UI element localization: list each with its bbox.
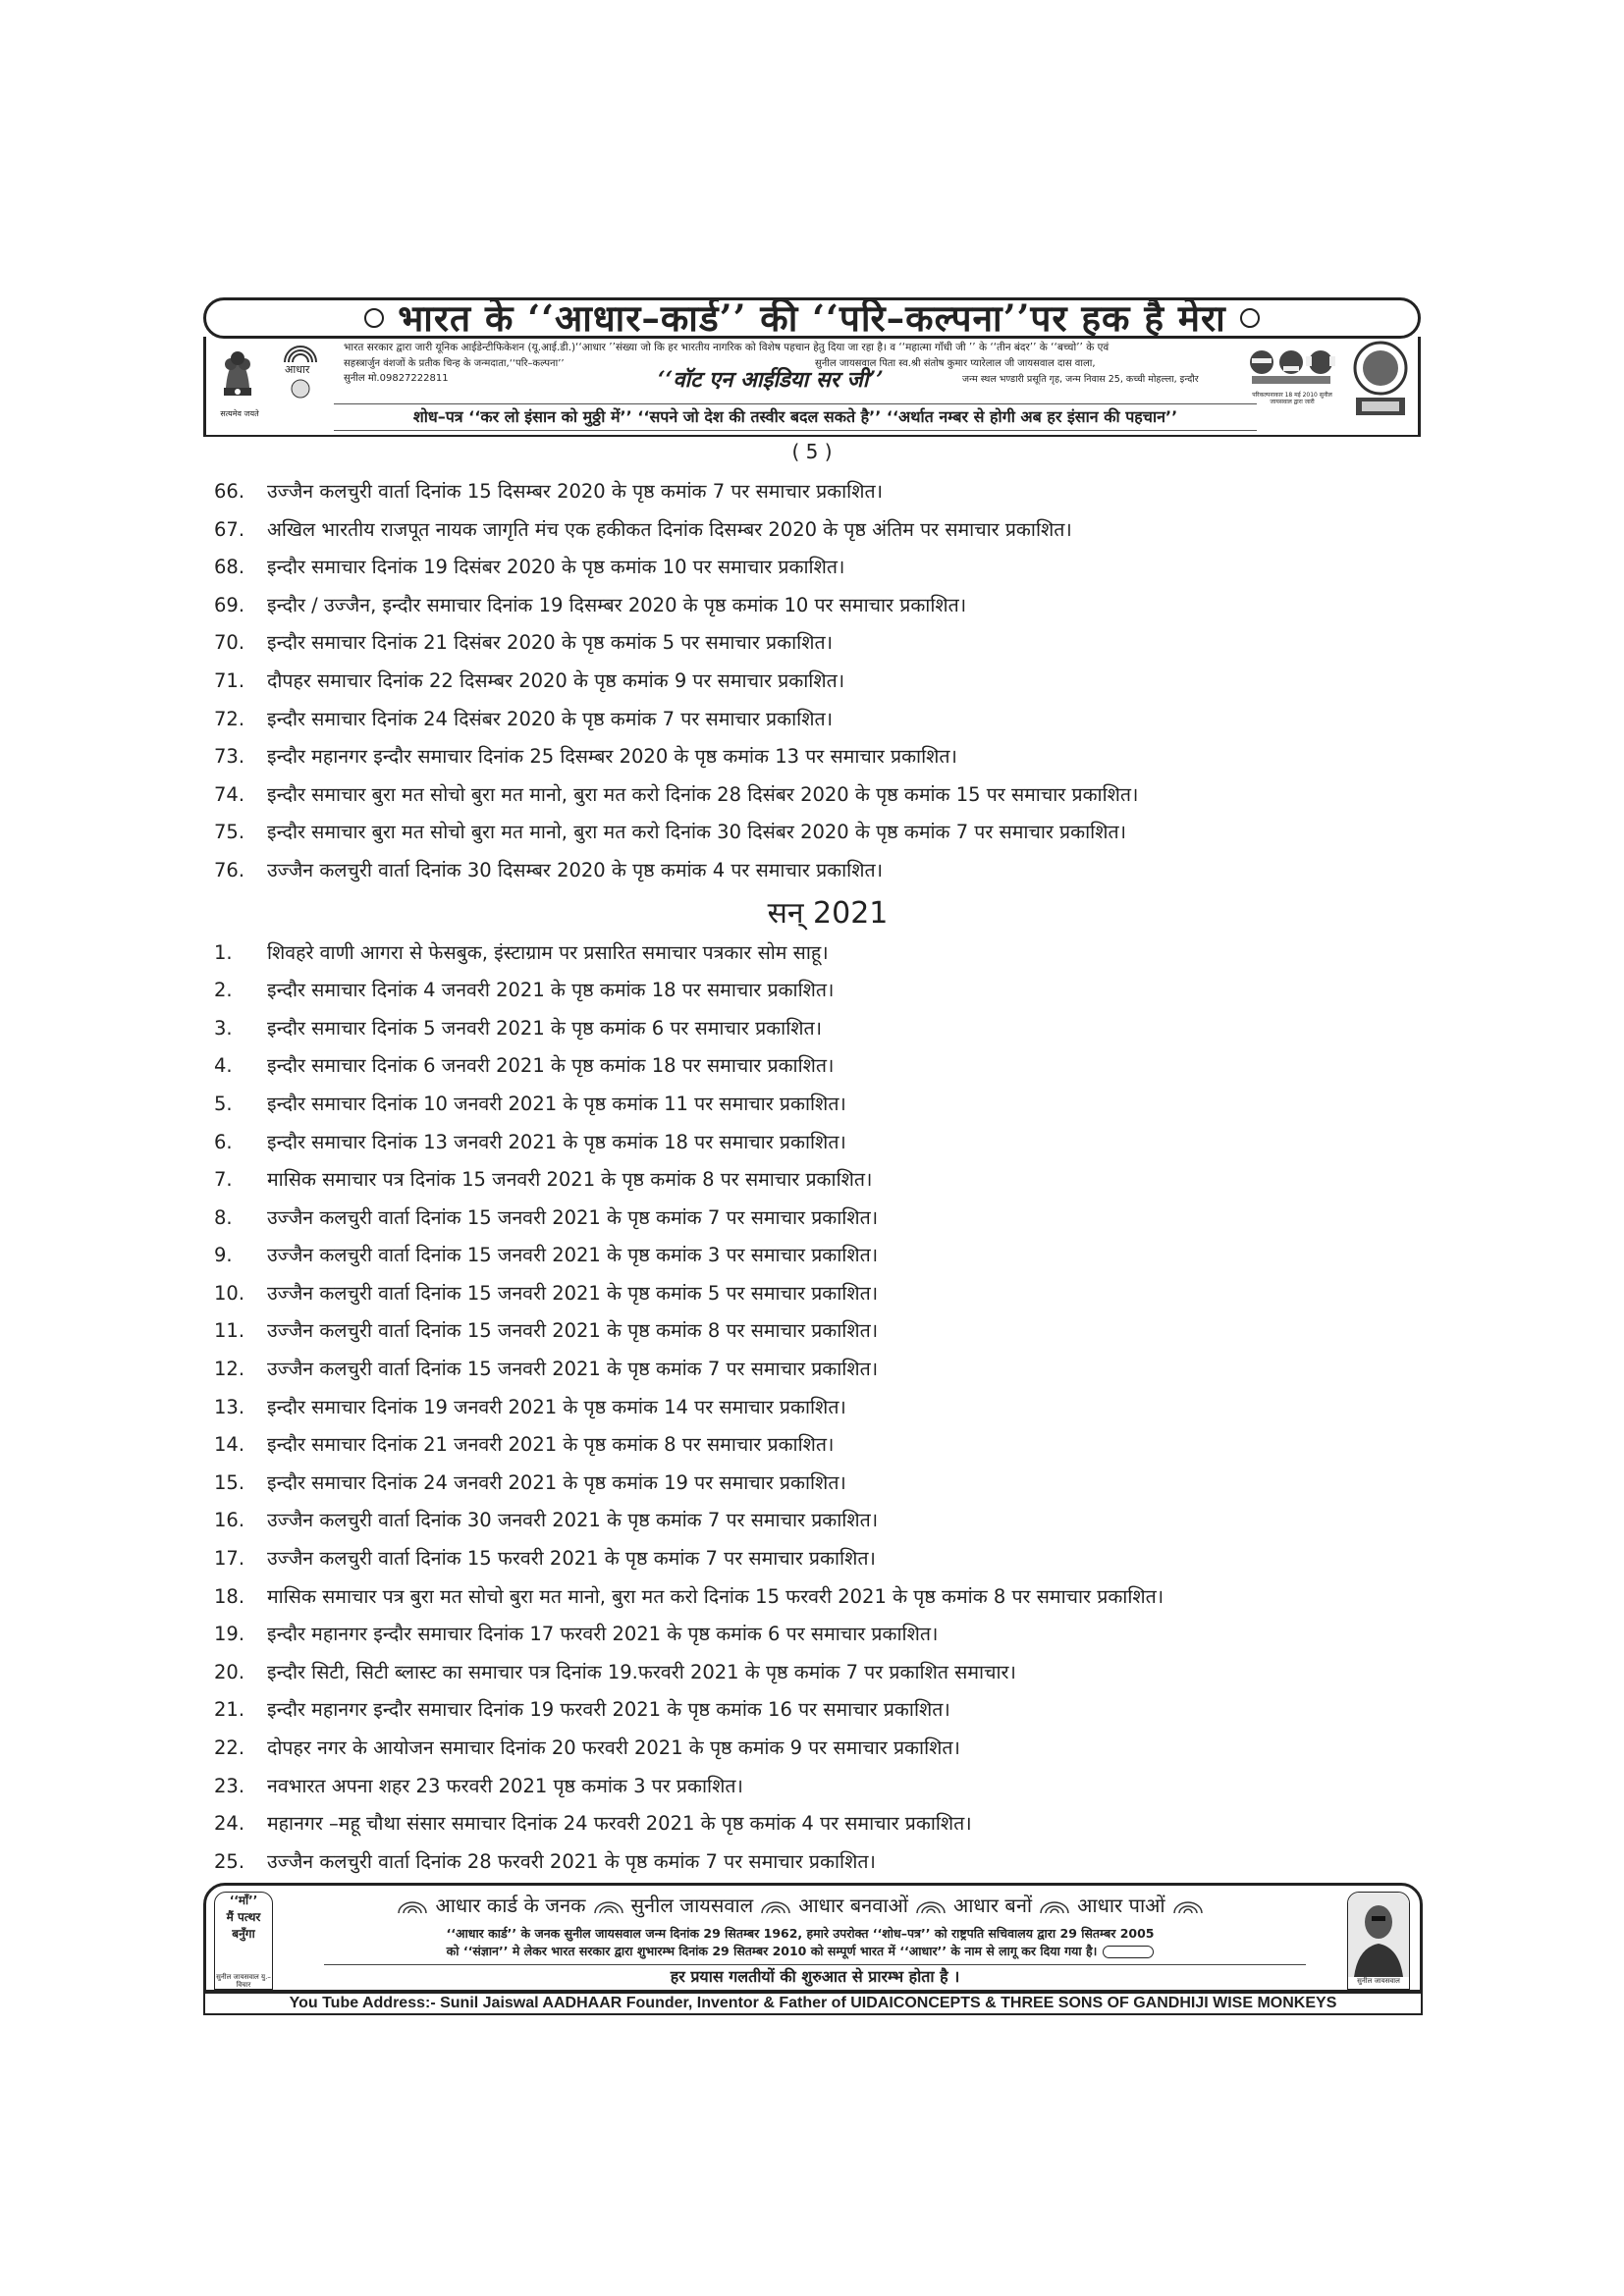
footer-headline-part: आधार पाओं — [1077, 1894, 1165, 1917]
list-item-text: मासिक समाचार पत्र दिनांक 15 जनवरी 2021 के पृष्ठ कमांक 8 पर समाचार प्रकाशित। — [267, 1168, 873, 1192]
letterhead-title: भारत के ‘‘आधार–कार्ड’’ की ‘‘परि–कल्पना’’पर हक है मेरा — [398, 296, 1226, 340]
list-item-number: 22. — [214, 1736, 245, 1759]
list-item — [214, 1848, 1422, 1887]
list-item-text: अखिल भारतीय राजपूत नायक जागृति मंच एक हकीकत दिनांक दिसम्बर 2020 के पृष्ठ अंतिम पर समाचार प्रकाशित। — [267, 517, 1072, 541]
founder-photo — [1347, 1892, 1410, 1990]
list-item-text: उज्जैन कलचुरी वार्ता दिनांक 15 दिसम्बर 2020 के पृष्ठ कमांक 7 पर समाचार प्रकाशित। — [267, 480, 884, 503]
list-item — [214, 1507, 1422, 1545]
bullet-icon — [1240, 308, 1260, 328]
list-item-text: उज्जैन कलचुरी वार्ता दिनांक 30 दिसम्बर 2020 के पृष्ठ कमांक 4 पर समाचार प्रकाशित। — [267, 858, 884, 881]
list-item-number: 12. — [214, 1358, 245, 1381]
list-item-text: इन्दौर समाचार दिनांक 24 जनवरी 2021 के पृष्ठ कमांक 19 पर समाचार प्रकाशित। — [267, 1470, 846, 1494]
list-item-text: इन्दौर सिटी, सिटी ब्लास्ट का समाचार पत्र दिनांक 19.फरवरी 2021 के पृष्ठ कमांक 7 पर प्रकाशित समाचार। — [267, 1660, 1016, 1683]
footer-headline-part: आधार कार्ड के जनक — [435, 1894, 586, 1917]
list-item-text: उज्जैन कलचुरी वार्ता दिनांक 15 फरवरी 2021 के पृष्ठ कमांक 7 पर समाचार प्रकाशित। — [267, 1547, 876, 1571]
list-item-number: 21. — [214, 1698, 245, 1722]
list-item-number: 23. — [214, 1774, 245, 1797]
list-item-text: इन्दौर समाचार दिनांक 24 दिसंबर 2020 के पृष्ठ कमांक 7 पर समाचार प्रकाशित। — [267, 707, 833, 730]
aadhaar-fingerprint-icon — [759, 1900, 792, 1914]
list-item-text: इन्दौर / उज्जैन, इन्दौर समाचार दिनांक 19 दिसम्बर 2020 के पृष्ठ कमांक 10 पर समाचार प्रकाशित। — [267, 593, 967, 616]
list-item-number: 16. — [214, 1509, 245, 1532]
aadhaar-logo-text: आधार — [285, 363, 310, 376]
list-item-text: मासिक समाचार पत्र बुरा मत सोचो बुरा मत मानो, बुरा मत करो दिनांक 15 फरवरी 2021 के पृष्ठ कमांक 8 पर समाचार प्रकाशित। — [267, 1584, 1164, 1608]
letterhead-title-banner — [203, 297, 1421, 339]
youtube-address: You Tube Address:- Sunil Jaiswal AADHAAR Founder, Inventor & Father of UIDAICONCEPTS & THREE SONS OF GANDHIJI WISE MONKEYS — [203, 1992, 1423, 2015]
aadhaar-fingerprint-icon — [914, 1900, 947, 1914]
list-item — [214, 1696, 1422, 1735]
letterhead-body — [203, 337, 1421, 437]
footer-headline-part: सुनील जायसवाल — [630, 1894, 754, 1917]
list-item — [214, 1545, 1422, 1583]
list-item — [214, 743, 1422, 781]
list-item — [214, 629, 1422, 667]
list-item — [214, 1204, 1422, 1243]
list-item — [214, 667, 1422, 706]
footer-quote-line: ‘‘माँ’’ — [229, 1894, 258, 1907]
list-item-text: उज्जैन कलचुरी वार्ता दिनांक 28 फरवरी 2021 के पृष्ठ कमांक 7 पर समाचार प्रकाशित। — [267, 1849, 876, 1873]
list-item-text: इन्दौर समाचार दिनांक 19 दिसंबर 2020 के पृष्ठ कमांक 10 पर समाचार प्रकाशित। — [267, 556, 845, 579]
list-item-text: इन्दौर समाचार दिनांक 19 जनवरी 2021 के पृष्ठ कमांक 14 पर समाचार प्रकाशित। — [267, 1395, 846, 1418]
footer-statement-text: को ‘‘संज्ञान’’ मे लेकर भारत सरकार द्वारा शुभारम्भ दिनांक 29 सितम्बर 2010 को सम्पूर्ण भारत में ‘‘आधार’’ के नाम से लागू कर दिया गया है। — [446, 1944, 1098, 1958]
list-item-text: उज्जैन कलचुरी वार्ता दिनांक 15 जनवरी 2021 के पृष्ठ कमांक 7 पर समाचार प्रकाशित। — [267, 1358, 879, 1381]
list-item-number: 74. — [214, 782, 245, 806]
list-item — [214, 857, 1422, 895]
page-number: ( 5 ) — [791, 440, 833, 463]
list-item-number: 4. — [214, 1054, 233, 1078]
list-item-text: इन्दौर समाचार दिनांक 10 जनवरी 2021 के पृष्ठ कमांक 11 पर समाचार प्रकाशित। — [267, 1092, 846, 1115]
list-item — [214, 1469, 1422, 1508]
list-item-text: उज्जैन कलचुरी वार्ता दिनांक 15 जनवरी 2021 के पृष्ठ कमांक 3 पर समाचार प्रकाशित। — [267, 1244, 879, 1267]
research-paper-ribbon: शोध–पत्र ‘‘कर लो इंसान को मुठ्ठी में’’ ‘‘सपने जो देश की तस्वीर बदल सकते है’’ ‘‘अर्थात नम्बर से होगी अब हर इंसान की पहचान’’ — [334, 403, 1257, 431]
list-item-number: 69. — [214, 593, 245, 616]
list-item — [214, 819, 1422, 857]
list-item-text: इन्दौर समाचार दिनांक 21 दिसंबर 2020 के पृष्ठ कमांक 5 पर समाचार प्रकाशित। — [267, 631, 833, 655]
founder-photo-caption: सुनील जायसवाल — [1357, 1977, 1400, 1985]
list-item-number: 11. — [214, 1319, 245, 1343]
footer-quote-box — [214, 1892, 273, 1990]
list-item — [214, 516, 1422, 555]
footer-headline-part: आधार बनवाओं — [798, 1894, 908, 1917]
temple-emblem-icon — [1350, 339, 1411, 423]
list-item — [214, 1356, 1422, 1394]
list-item — [214, 592, 1422, 630]
list-item-number: 19. — [214, 1623, 245, 1646]
list-item — [214, 1015, 1422, 1053]
list-item-number: 68. — [214, 556, 245, 579]
list-item-text: इन्दौर समाचार दिनांक 4 जनवरी 2021 के पृष्ठ कमांक 18 पर समाचार प्रकाशित। — [267, 979, 835, 1002]
footer-quote-line: मैं पत्थर — [226, 1910, 261, 1924]
list-item — [214, 554, 1422, 592]
list-item-number: 13. — [214, 1395, 245, 1418]
national-emblem-icon — [216, 345, 259, 405]
list-item-number: 76. — [214, 858, 245, 881]
list-item-number: 1. — [214, 940, 233, 964]
footer-quote-line: बनुँगा — [232, 1927, 255, 1941]
footer-statement-line-1: ‘‘आधार कार्ड’’ के जनक सुनील जायसवाल जन्म दिनांक 29 सितम्बर 1962, हमारे उपरोक्त ‘‘शोध–पत्र’’ को राष्ट्रपति सचिवालय द्वारा 29 सितम्बर 2005 — [446, 1926, 1155, 1941]
list-item-number: 73. — [214, 745, 245, 769]
three-monkeys-icon — [1247, 341, 1335, 392]
list-item-number: 5. — [214, 1092, 233, 1115]
list-item-text: नवभारत अपना शहर 23 फरवरी 2021 पृष्ठ कमांक 3 पर प्रकाशित। — [267, 1774, 743, 1797]
list-item-number: 67. — [214, 517, 245, 541]
list-item-number: 24. — [214, 1812, 245, 1836]
list-item — [214, 1583, 1422, 1622]
list-item — [214, 939, 1422, 978]
list-item-text: शिवहरे वाणी आगरा से फेसबुक, इंस्टाग्राम पर प्रसारित समाचार पत्रकार सोम साहू। — [267, 940, 829, 964]
bullet-icon — [364, 308, 384, 328]
list-item-text: इन्दौर समाचार बुरा मत सोचो बुरा मत मानो, बुरा मत करो दिनांक 30 दिसंबर 2020 के पृष्ठ कमांक 7 पर समाचार प्रकाशित। — [267, 821, 1127, 844]
list-item-text: उज्जैन कलचुरी वार्ता दिनांक 30 जनवरी 2021 के पृष्ठ कमांक 7 पर समाचार प्रकाशित। — [267, 1509, 879, 1532]
list-item — [214, 1091, 1422, 1129]
list-item-number: 8. — [214, 1205, 233, 1229]
list-item-number: 9. — [214, 1244, 233, 1267]
list-item-text: दोपहर नगर के आयोजन समाचार दिनांक 20 फरवरी 2021 के पृष्ठ कमांक 9 पर समाचार प्रकाशित। — [267, 1736, 960, 1759]
list-item-text: इन्दौर महानगर इन्दौर समाचार दिनांक 17 फरवरी 2021 के पृष्ठ कमांक 6 पर समाचार प्रकाशित। — [267, 1623, 939, 1646]
list-item-text: इन्दौर समाचार दिनांक 6 जनवरी 2021 के पृष्ठ कमांक 18 पर समाचार प्रकाशित। — [267, 1054, 835, 1078]
letterhead-father-name: सुनील जायसवाल पिता स्व.श्री संतोष कुमार प्यारेलाल जी जायसवाल दास वाला, — [815, 358, 1096, 369]
list-item — [214, 706, 1422, 744]
list-2021 — [214, 939, 1422, 1887]
letterhead-mobile: सुनील मो.09827222811 — [344, 373, 449, 384]
footer-banner — [203, 1883, 1423, 1993]
founder-portrait-icon — [1348, 1893, 1409, 1977]
aadhaar-fingerprint-icon — [1171, 1900, 1205, 1914]
list-item — [214, 1394, 1422, 1432]
list-item-text: इन्दौर समाचार दिनांक 5 जनवरी 2021 के पृष्ठ कमांक 6 पर समाचार प्रकाशित। — [267, 1016, 823, 1040]
aadhaar-fingerprint-icon — [592, 1900, 625, 1914]
emblem-caption: सत्यमेव जयते — [220, 409, 259, 418]
footer-quote-caption: सुनील जायसवाल यु.–विचार — [216, 1973, 271, 1989]
list-item — [214, 1659, 1422, 1697]
list-item-number: 15. — [214, 1470, 245, 1494]
list-item — [214, 1810, 1422, 1848]
oval-decoration-icon — [1103, 1946, 1154, 1958]
list-item-number: 71. — [214, 668, 245, 692]
list-item — [214, 1242, 1422, 1280]
list-item-number: 10. — [214, 1281, 245, 1305]
list-item-text: इन्दौर महानगर इन्दौर समाचार दिनांक 25 दिसम्बर 2020 के पृष्ठ कमांक 13 पर समाचार प्रकाशित। — [267, 745, 957, 769]
list-item-number: 2. — [214, 979, 233, 1002]
footer-tagline: हर प्रयास गलतीयों की शुरुआत से प्रारम्भ होता है । — [324, 1964, 1306, 1987]
list-item — [214, 1317, 1422, 1356]
list-item-text: उज्जैन कलचुरी वार्ता दिनांक 15 जनवरी 2021 के पृष्ठ कमांक 8 पर समाचार प्रकाशित। — [267, 1319, 879, 1343]
list-item-number: 17. — [214, 1547, 245, 1571]
list-item — [214, 1621, 1422, 1659]
list-item — [214, 1052, 1422, 1091]
aadhaar-fingerprint-icon — [1038, 1900, 1071, 1914]
list-item-text: इन्दौर महानगर इन्दौर समाचार दिनांक 19 फरवरी 2021 के पृष्ठ कमांक 16 पर समाचार प्रकाशित। — [267, 1698, 950, 1722]
list-item — [214, 781, 1422, 820]
list-item-number: 20. — [214, 1660, 245, 1683]
list-item — [214, 1431, 1422, 1469]
list-item-number: 18. — [214, 1584, 245, 1608]
publication-list — [214, 478, 1422, 1886]
footer-statement-line-2 — [285, 1943, 1316, 1959]
list-2020 — [214, 478, 1422, 895]
list-item — [214, 1129, 1422, 1167]
list-item-number: 25. — [214, 1849, 245, 1873]
list-item-text: इन्दौर समाचार दिनांक 21 जनवरी 2021 के पृष्ठ कमांक 8 पर समाचार प्रकाशित। — [267, 1433, 835, 1457]
list-item-number: 6. — [214, 1130, 233, 1153]
letterhead-birthplace: जन्म स्थल भण्डारी प्रसूति गृह, जन्म निवास 25, कच्ची मोहल्ला, इन्दौर — [962, 374, 1199, 385]
list-item — [214, 1280, 1422, 1318]
list-item — [214, 977, 1422, 1015]
list-item-number: 72. — [214, 707, 245, 730]
letterhead-slogan: ‘‘वॉट एन आईडिया सर जी’’ — [658, 367, 884, 393]
list-item-number: 14. — [214, 1433, 245, 1457]
list-item — [214, 478, 1422, 516]
list-item-number: 66. — [214, 480, 245, 503]
list-item-text: महानगर –महू चौथा संसार समाचार दिनांक 24 फरवरी 2021 के पृष्ठ कमांक 4 पर समाचार प्रकाशित। — [267, 1812, 972, 1836]
list-item — [214, 1773, 1422, 1811]
footer-headline-part: आधार बनों — [952, 1894, 1033, 1917]
list-item-number: 7. — [214, 1168, 233, 1192]
list-item-text: दौपहर समाचार दिनांक 22 दिसम्बर 2020 के पृष्ठ कमांक 9 पर समाचार प्रकाशित। — [267, 668, 845, 692]
letterhead — [203, 297, 1421, 437]
letterhead-subline: सहस्त्रार्जुन वंशजों के प्रतीक चिन्ह के जन्मदाता,‘‘परि–कल्पना’’ — [344, 358, 565, 369]
list-item-number: 3. — [214, 1016, 233, 1040]
list-item-text: उज्जैन कलचुरी वार्ता दिनांक 15 जनवरी 2021 के पृष्ठ कमांक 5 पर समाचार प्रकाशित। — [267, 1281, 879, 1305]
list-item — [214, 1735, 1422, 1773]
list-item-number: 75. — [214, 821, 245, 844]
award-note: परिकल्पनाकार 18 मई 2010 सुनील जायसवाल द्वारा जारी — [1252, 392, 1332, 405]
list-item-text: इन्दौर समाचार बुरा मत सोचो बुरा मत मानो, बुरा मत करो दिनांक 28 दिसंबर 2020 के पृष्ठ कमांक 15 पर समाचार प्रकाशित। — [267, 782, 1139, 806]
year-heading: सन् 2021 — [767, 895, 889, 931]
list-item-number: 70. — [214, 631, 245, 655]
letterhead-description: भारत सरकार द्वारा जारी यूनिक आईडेन्टीफिकेशन (यू.आई.डी.)‘‘आधार ’’संख्या जो कि हर भारतीय नागरिक को विशेष पहचान हेतु दिया जा रहा है। व ‘‘महात्मा गाँधी जी ’’ के ‘‘तीन बंदर’’ के ‘‘बच्चो’’ के एवं — [344, 342, 1110, 353]
footer-headline — [304, 1892, 1296, 1918]
list-item-text: इन्दौर समाचार दिनांक 13 जनवरी 2021 के पृष्ठ कमांक 18 पर समाचार प्रकाशित। — [267, 1130, 846, 1153]
aadhaar-fingerprint-icon — [396, 1900, 429, 1914]
list-item — [214, 1166, 1422, 1204]
list-item-text: उज्जैन कलचुरी वार्ता दिनांक 15 जनवरी 2021 के पृष्ठ कमांक 7 पर समाचार प्रकाशित। — [267, 1205, 879, 1229]
